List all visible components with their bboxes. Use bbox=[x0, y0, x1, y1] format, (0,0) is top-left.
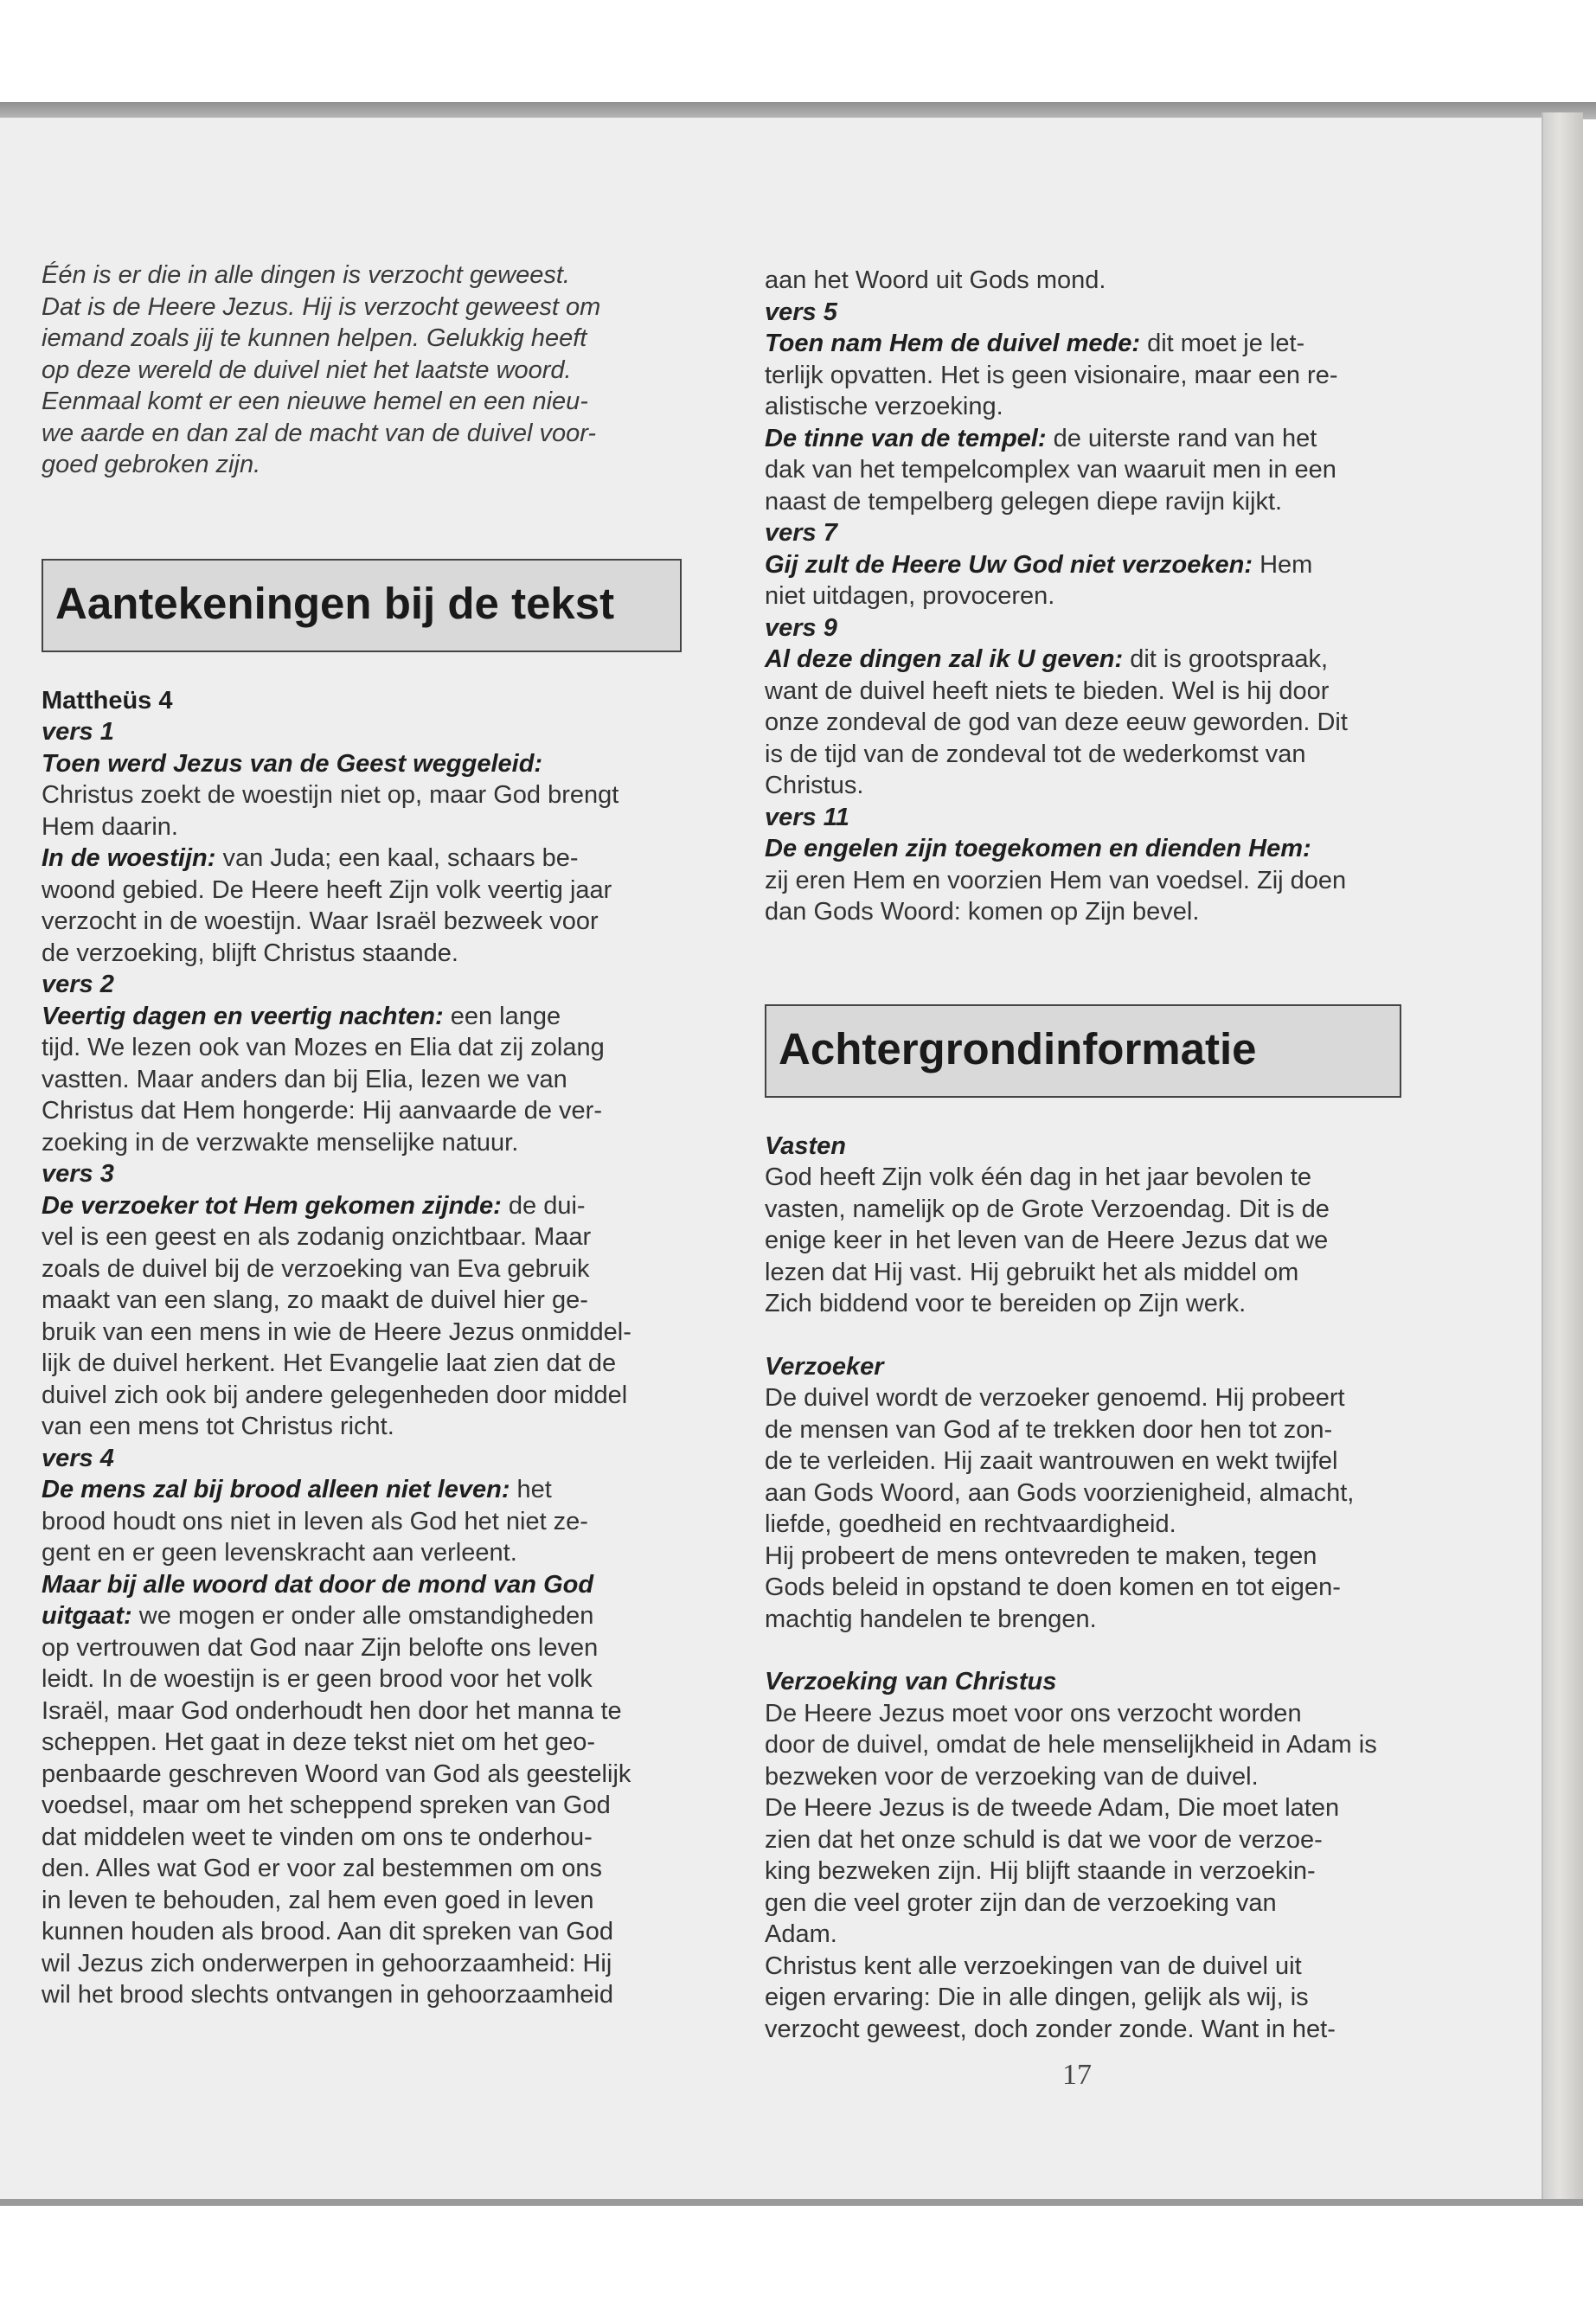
text-line: penbaarde geschreven Woord van God als geestelijk bbox=[42, 1759, 631, 1788]
text-line: door de duivel, omdat de hele menselijkheid in Adam is bbox=[765, 1731, 1377, 1759]
text-line: enige keer in het leven van de Heere Jezus dat we bbox=[765, 1227, 1329, 1254]
text-line: Gods beleid in opstand te doen komen en tot eigen- bbox=[765, 1574, 1341, 1601]
verse-term: Maar bij alle woord dat door de mond van God bbox=[42, 1570, 594, 1599]
verse-label: vers 7 bbox=[765, 519, 837, 547]
text-line: dan Gods Woord: komen op Zijn bevel. bbox=[765, 898, 1200, 926]
text-line: De Heere Jezus moet voor ons verzocht worden bbox=[765, 1699, 1302, 1727]
book-reference: Mattheüs 4 bbox=[42, 686, 173, 715]
text-line: is de tijd van de zondeval tot de wederkomst van bbox=[765, 740, 1306, 768]
text-line bbox=[765, 423, 1401, 455]
text-line: Christus. bbox=[765, 772, 864, 799]
text-fragment: het bbox=[510, 1476, 552, 1503]
text-line: king bezweken zijn. Hij blijft staande in verzoekin- bbox=[765, 1857, 1316, 1885]
intro-line: Dat is de Heere Jezus. Hij is verzocht geweest om bbox=[42, 292, 601, 321]
text-line: vel is een geest en als zodanig onzichtbaar. Maar bbox=[42, 1223, 592, 1251]
text-fragment: de uiterste rand van het bbox=[1046, 424, 1317, 452]
text-line bbox=[765, 549, 1401, 581]
text-line: God heeft Zijn volk één dag in het jaar bevolen te bbox=[765, 1163, 1311, 1191]
text-line bbox=[42, 1001, 682, 1033]
spacer bbox=[765, 928, 1401, 1004]
text-line: lezen dat Hij vast. Hij gebruikt het als middel om bbox=[765, 1258, 1299, 1286]
verse-label: vers 11 bbox=[765, 803, 849, 831]
verse-term: Veertig dagen en veertig nachten: bbox=[42, 1002, 444, 1030]
text-line: niet uitdagen, provoceren. bbox=[765, 582, 1055, 610]
text-line: de te verleiden. Hij zaait wantrouwen en wekt twijfel bbox=[765, 1447, 1338, 1475]
text-fragment: dit is grootspraak, bbox=[1123, 645, 1329, 673]
text-line: den. Alles wat God er voor zal bestemmen om ons bbox=[42, 1855, 602, 1882]
spacer bbox=[42, 652, 682, 685]
text-line: Israël, maar God onderhoudt hen door het manna te bbox=[42, 1696, 622, 1725]
text-line: de mensen van God af te trekken door hen tot zon- bbox=[765, 1415, 1333, 1444]
text-line: zoals de duivel bij de verzoeking van Eva gebruik bbox=[42, 1254, 590, 1283]
intro-paragraph bbox=[42, 260, 682, 481]
text-line: vastten. Maar anders dan bij Elia, lezen we van bbox=[42, 1065, 567, 1093]
text-line bbox=[765, 644, 1401, 676]
text-line: scheppen. Het gaat in deze tekst niet om het geo- bbox=[42, 1728, 596, 1756]
text-line: De duivel wordt de verzoeker genoemd. Hij probeert bbox=[765, 1384, 1345, 1412]
verse-label: vers 1 bbox=[42, 718, 114, 746]
text-line: De Heere Jezus is de tweede Adam, Die moet laten bbox=[765, 1794, 1340, 1822]
text-line: bezweken voor de verzoeking van de duivel. bbox=[765, 1762, 1259, 1791]
text-line: bruik van een mens in wie de Heere Jezus onmiddel- bbox=[42, 1317, 631, 1346]
text-line: wil Jezus zich onderwerpen in gehoorzaamheid: Hij bbox=[42, 1949, 612, 1977]
text-line: dat middelen weet te vinden om ons te onderhou- bbox=[42, 1823, 593, 1851]
text-line: de verzoeking, blijft Christus staande. bbox=[42, 939, 458, 967]
text-line: kunnen houden als brood. Aan dit spreken van God bbox=[42, 1918, 614, 1945]
text-line: terlijk opvatten. Het is geen visionaire, maar een re- bbox=[765, 361, 1338, 389]
verse-term: In de woestijn: bbox=[42, 844, 216, 872]
verse-label: vers 9 bbox=[765, 613, 837, 642]
text-line: Hem daarin. bbox=[42, 812, 178, 841]
text-line: eigen ervaring: Die in alle dingen, gelijk als wij, is bbox=[765, 1984, 1309, 2011]
verse-term: De engelen zijn toegekomen en dienden Hem: bbox=[765, 835, 1311, 862]
text-line: duivel zich ook bij andere gelegenheden door middel bbox=[42, 1381, 628, 1409]
text-line: Zich biddend voor te bereiden op Zijn werk. bbox=[765, 1290, 1247, 1317]
intro-line: we aarde en dan zal de macht van de duivel voor- bbox=[42, 419, 597, 447]
left-column bbox=[42, 260, 682, 2011]
verse-label: vers 5 bbox=[765, 298, 837, 326]
spacer bbox=[765, 1635, 1401, 1666]
intro-line: op deze wereld de duivel niet het laatste woord. bbox=[42, 356, 572, 384]
verse-term: Toen werd Jezus van de Geest weggeleid: bbox=[42, 749, 543, 778]
section-heading-aantekeningen: Aantekeningen bij de tekst bbox=[42, 559, 682, 652]
text-line bbox=[42, 843, 682, 875]
text-line: maakt van een slang, zo maakt de duivel hier ge- bbox=[42, 1286, 588, 1314]
right-column bbox=[765, 265, 1401, 2045]
subsection-title: Verzoeker bbox=[765, 1352, 884, 1381]
text-line: Christus kent alle verzoekingen van de duivel uit bbox=[765, 1952, 1302, 1980]
text-line: leidt. In de woestijn is er geen brood voor het volk bbox=[42, 1665, 593, 1693]
text-line: liefde, goedheid en rechtvaardigheid. bbox=[765, 1510, 1176, 1538]
text-fragment: Hem bbox=[1253, 550, 1313, 579]
verse-term: De tinne van de tempel: bbox=[765, 424, 1047, 452]
text-line: gent en er geen levenskracht aan verleent. bbox=[42, 1539, 517, 1567]
text-line: machtig handelen te brengen. bbox=[765, 1605, 1097, 1633]
text-line bbox=[42, 1190, 682, 1222]
text-line: Adam. bbox=[765, 1920, 837, 1948]
verse-label: vers 2 bbox=[42, 971, 114, 998]
text-line: in leven te behouden, zal hem even goed in leven bbox=[42, 1886, 594, 1914]
text-fragment: de dui- bbox=[501, 1191, 586, 1220]
verse-term: Al deze dingen zal ik U geven: bbox=[765, 645, 1124, 673]
text-line: zij eren Hem en voorzien Hem van voedsel. Zij doen bbox=[765, 866, 1347, 894]
text-line: Hij probeert de mens ontevreden te maken, tegen bbox=[765, 1541, 1317, 1570]
text-fragment: we mogen er onder alle omstandigheden bbox=[131, 1602, 594, 1630]
text-line: aan het Woord uit Gods mond. bbox=[765, 266, 1106, 294]
intro-line: Eenmaal komt er een nieuwe hemel en een nieu- bbox=[42, 388, 588, 415]
text-line: voedsel, maar om het scheppend spreken van God bbox=[42, 1791, 611, 1819]
page-number: 17 bbox=[1062, 2059, 1092, 2091]
verse-term: De verzoeker tot Hem gekomen zijnde: bbox=[42, 1191, 502, 1220]
text-line: verzocht geweest, doch zonder zonde. Want in het- bbox=[765, 2015, 1336, 2043]
intro-line: goed gebroken zijn. bbox=[42, 451, 261, 478]
text-line: op vertrouwen dat God naar Zijn belofte ons leven bbox=[42, 1633, 599, 1662]
subsection-title: Vasten bbox=[765, 1131, 847, 1160]
text-line bbox=[765, 328, 1401, 360]
spacer bbox=[765, 1098, 1401, 1131]
text-line: tijd. We lezen ook van Mozes en Elia dat zij zolang bbox=[42, 1034, 605, 1061]
text-line: zoeking in de verzwakte menselijke natuur. bbox=[42, 1128, 519, 1157]
intro-line: Één is er die in alle dingen is verzocht geweest. bbox=[42, 261, 570, 289]
spacer bbox=[765, 1320, 1401, 1351]
book-page-edge bbox=[1542, 112, 1583, 2202]
intro-line: iemand zoals jij te kunnen helpen. Gelukkig heeft bbox=[42, 324, 587, 352]
text-line: naast de tempelberg gelegen diepe ravijn kijkt. bbox=[765, 487, 1283, 516]
section-heading-achtergrond: Achtergrondinformatie bbox=[765, 1004, 1401, 1098]
top-scan-strip bbox=[0, 102, 1596, 119]
text-fragment: dit moet je let- bbox=[1140, 330, 1305, 357]
text-fragment: van Juda; een kaal, schaars be- bbox=[215, 844, 579, 872]
text-line: Christus zoekt de woestijn niet op, maar God brengt bbox=[42, 781, 619, 809]
text-line: Christus dat Hem hongerde: Hij aanvaarde de ver- bbox=[42, 1097, 602, 1125]
text-fragment: een lange bbox=[443, 1002, 561, 1030]
text-line: want de duivel heeft niets te bieden. Wel is hij door bbox=[765, 676, 1330, 705]
text-line: woond gebied. De Heere heeft Zijn volk veertig jaar bbox=[42, 875, 612, 904]
text-line: aan Gods Woord, aan Gods voorzienigheid, almacht, bbox=[765, 1478, 1355, 1507]
text-line: wil het brood slechts ontvangen in gehoorzaamheid bbox=[42, 1981, 613, 2009]
text-line: alistische verzoeking. bbox=[765, 393, 1003, 420]
spacer bbox=[42, 481, 682, 559]
text-line: gen die veel groter zijn dan de verzoeking van bbox=[765, 1888, 1277, 1917]
text-line: brood houdt ons niet in leven als God het niet ze- bbox=[42, 1507, 588, 1535]
verse-term: uitgaat: bbox=[42, 1602, 132, 1630]
text-line: zien dat het onze schuld is dat we voor de verzoe- bbox=[765, 1825, 1323, 1854]
text-line bbox=[42, 1474, 682, 1506]
verse-term: Toen nam Hem de duivel mede: bbox=[765, 330, 1141, 357]
text-line: dak van het tempelcomplex van waaruit men in een bbox=[765, 456, 1336, 484]
text-line: lijk de duivel herkent. Het Evangelie laat zien dat de bbox=[42, 1349, 617, 1377]
text-line: onze zondeval de god van deze eeuw geworden. Dit bbox=[765, 708, 1348, 736]
bottom-scan-strip bbox=[0, 2199, 1583, 2206]
text-line: van een mens tot Christus richt. bbox=[42, 1413, 394, 1440]
subsection-title: Verzoeking van Christus bbox=[765, 1668, 1057, 1695]
text-line: vasten, namelijk op de Grote Verzoendag. Dit is de bbox=[765, 1195, 1330, 1223]
verse-term: Gij zult de Heere Uw God niet verzoeken: bbox=[765, 550, 1253, 579]
verse-label: vers 4 bbox=[42, 1444, 114, 1472]
text-line: verzocht in de woestijn. Waar Israël bezweek voor bbox=[42, 907, 599, 935]
verse-term: De mens zal bij brood alleen niet leven: bbox=[42, 1476, 510, 1503]
text-line bbox=[42, 1600, 682, 1632]
verse-label: vers 3 bbox=[42, 1160, 114, 1188]
